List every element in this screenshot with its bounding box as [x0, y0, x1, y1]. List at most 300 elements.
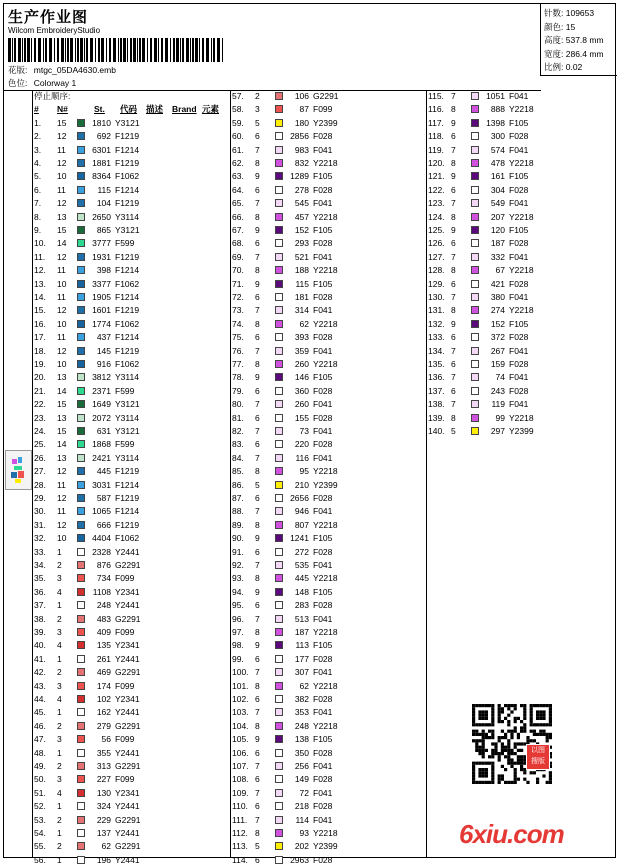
stitch-count: 2650 [92, 211, 111, 222]
stitch-count: 145 [96, 345, 111, 356]
color-swatch [77, 548, 85, 556]
stitch-count: 202 [294, 841, 309, 852]
stitch-count: 692 [96, 131, 111, 142]
thread-row [32, 760, 230, 773]
thread-row [32, 653, 230, 666]
needle-number: 7 [255, 426, 260, 436]
stitch-count: 135 [96, 640, 111, 651]
stitch-count: 159 [490, 359, 505, 369]
needle-number: 12 [57, 466, 67, 477]
row-number: 69. [232, 251, 244, 262]
color-swatch [471, 306, 479, 314]
stitch-count: 2856 [290, 131, 309, 142]
header-code: 代码 [120, 104, 138, 115]
color-swatch [77, 682, 85, 690]
thread-code: Y2399 [509, 426, 534, 436]
thread-row [426, 90, 615, 103]
row-number: 115. [428, 91, 444, 101]
stitch-count: 3812 [92, 372, 111, 383]
needle-number: 7 [255, 787, 260, 798]
color-swatch [275, 440, 283, 448]
stitch-count: 274 [490, 305, 505, 316]
stitch-count: 1065 [92, 506, 111, 517]
color-swatch [77, 440, 85, 448]
thread-code: Y2399 [313, 841, 338, 852]
thread-code: G2291 [115, 667, 141, 678]
thread-row [32, 251, 230, 264]
stitch-count: 2328 [92, 546, 111, 557]
row-number: 131. [428, 305, 445, 316]
thread-row [32, 371, 230, 384]
color-swatch [471, 320, 479, 328]
stitch-count: 1601 [92, 305, 111, 316]
row-number: 50. [34, 774, 46, 785]
row-number: 65. [232, 198, 244, 209]
thread-row [32, 358, 230, 371]
row-number: 97. [232, 627, 244, 637]
color-swatch [77, 320, 85, 328]
needle-number: 7 [255, 814, 260, 825]
stitch-count: 983 [294, 144, 309, 155]
thread-code: F041 [313, 345, 333, 356]
color-swatch [77, 481, 85, 489]
needle-number: 6 [451, 278, 456, 289]
needle-number: 11 [57, 292, 66, 302]
thread-row [426, 345, 615, 358]
stitch-count: 243 [490, 385, 505, 396]
thread-code: F105 [313, 533, 333, 544]
color-swatch [77, 534, 85, 542]
thread-row [426, 251, 615, 264]
stitch-count: 445 [294, 573, 309, 584]
needle-number: 6 [255, 439, 260, 450]
needle-number: 11 [57, 184, 66, 195]
row-number: 77. [232, 359, 244, 369]
row-number: 119. [428, 144, 444, 155]
row-number: 117. [428, 117, 444, 128]
row-number: 108. [232, 774, 249, 785]
needle-number: 12 [57, 251, 67, 262]
color-swatch [77, 722, 85, 730]
thread-code: F041 [313, 613, 333, 624]
thread-code: Y3114 [115, 452, 139, 463]
thread-code: F041 [313, 761, 333, 771]
color-swatch [77, 816, 85, 824]
color-swatch [471, 427, 479, 435]
stitch-count: 115 [295, 278, 309, 289]
color-swatch [275, 574, 283, 582]
color-swatch [471, 414, 479, 422]
thread-code: F599 [115, 238, 135, 249]
row-number: 22. [34, 399, 46, 410]
row-number: 6. [34, 184, 42, 195]
stitch-count: 187 [490, 238, 505, 249]
row-number: 121. [428, 171, 445, 182]
thread-row [32, 586, 230, 599]
stitch-count: 149 [294, 774, 309, 785]
color-swatch [77, 749, 85, 757]
thread-row [426, 412, 615, 425]
stitch-count: 6301 [92, 144, 111, 155]
stitch-count: 666 [96, 519, 111, 530]
color-swatch [77, 306, 85, 314]
needle-number: 10 [57, 359, 67, 369]
row-number: 74. [232, 318, 244, 329]
stitch-count: 138 [294, 734, 309, 745]
color-swatch [471, 387, 479, 395]
color-swatch [77, 159, 85, 167]
row-number: 120. [428, 158, 445, 168]
stitch-count: 359 [294, 345, 309, 356]
thread-row [230, 291, 426, 304]
color-swatch [77, 119, 85, 127]
needle-number: 7 [255, 707, 260, 718]
color-swatch [275, 105, 283, 113]
stitch-count: 876 [96, 560, 111, 570]
needle-number: 8 [255, 680, 260, 691]
needle-number: 9 [451, 225, 456, 235]
header-no: N# [57, 104, 68, 115]
color-swatch [77, 400, 85, 408]
thread-row [32, 693, 230, 706]
needle-number: 7 [451, 399, 456, 410]
stitch-count: 1241 [290, 533, 309, 544]
thread-row [426, 197, 615, 210]
row-number: 96. [232, 613, 244, 624]
thread-code: F1219 [115, 519, 140, 530]
stats-panel [540, 4, 617, 76]
stitch-count: 155 [294, 412, 309, 423]
needle-number: 9 [255, 586, 260, 597]
thread-row [32, 291, 230, 304]
thread-row [32, 519, 230, 532]
stat-label: 高度: [544, 35, 564, 45]
needle-number: 7 [451, 345, 456, 356]
row-number: 14. [34, 292, 46, 302]
stop-sequence-text: 停止顺序: [34, 91, 71, 101]
needle-number: 7 [255, 560, 260, 570]
thread-row [426, 358, 615, 371]
thread-row [230, 666, 426, 679]
thread-row [32, 787, 230, 800]
thread-code: F105 [313, 586, 333, 597]
stitch-count: 535 [294, 560, 309, 570]
thread-row [32, 680, 230, 693]
stat-value: 109653 [563, 8, 595, 18]
color-swatch [275, 481, 283, 489]
color-swatch [275, 186, 283, 194]
stitch-count: 62 [101, 841, 111, 852]
row-number: 42. [34, 667, 46, 678]
thread-code: F1219 [115, 131, 140, 142]
thread-code: Y2218 [509, 211, 534, 222]
color-swatch [77, 574, 85, 582]
needle-number: 14 [57, 385, 67, 396]
row-number: 72. [232, 292, 244, 302]
thread-code: F1214 [115, 332, 140, 343]
row-number: 25. [34, 439, 46, 450]
pattern-line [8, 64, 116, 76]
thread-row [230, 90, 426, 103]
thread-row [32, 827, 230, 840]
thread-row [32, 184, 230, 197]
needle-number: 6 [255, 854, 260, 865]
stitch-count: 73 [299, 426, 309, 436]
needle-number: 8 [255, 265, 260, 276]
thread-row [230, 452, 426, 465]
thread-code: F028 [509, 184, 529, 195]
color-swatch [275, 708, 283, 716]
needle-number: 2 [57, 761, 62, 771]
color-swatch [275, 306, 283, 314]
stitch-count: 865 [96, 225, 111, 235]
thread-row [32, 532, 230, 545]
needle-number: 8 [255, 519, 260, 530]
thread-code: G2291 [115, 841, 141, 852]
thread-row [32, 211, 230, 224]
stitch-count: 631 [96, 426, 111, 436]
thread-row [230, 814, 426, 827]
thread-row [32, 733, 230, 746]
row-number: 127. [428, 251, 445, 262]
color-swatch [471, 253, 479, 261]
thread-code: F028 [313, 292, 333, 302]
thread-row [32, 304, 230, 317]
row-number: 35. [34, 573, 46, 584]
color-swatch [275, 347, 283, 355]
row-number: 16. [34, 318, 46, 329]
stitch-count: 261 [96, 653, 111, 664]
thread-row [230, 800, 426, 813]
thread-code: F099 [115, 680, 135, 691]
thread-row [230, 706, 426, 719]
row-number: 46. [34, 720, 46, 731]
thread-row [230, 144, 426, 157]
row-number: 23. [34, 412, 46, 423]
stitch-count: 130 [96, 787, 111, 798]
stitch-count: 119 [491, 399, 505, 410]
color-swatch [77, 695, 85, 703]
stitch-count: 587 [96, 493, 111, 503]
needle-number: 1 [57, 801, 62, 812]
thread-code: F041 [313, 426, 333, 436]
needle-number: 5 [255, 479, 260, 490]
needle-number: 8 [451, 265, 456, 276]
needle-number: 4 [57, 694, 62, 704]
row-number: 101. [232, 680, 249, 691]
row-number: 31. [34, 519, 46, 530]
stitch-count: 161 [490, 171, 505, 182]
thread-code: F041 [509, 345, 529, 356]
row-number: 47. [34, 734, 46, 745]
sheet-header [4, 4, 541, 91]
needle-number: 8 [451, 158, 456, 168]
needle-number: 6 [255, 184, 260, 195]
color-swatch [77, 280, 85, 288]
thread-row [426, 103, 615, 116]
stitch-count: 95 [299, 466, 309, 477]
color-swatch [77, 615, 85, 623]
stitch-count: 152 [294, 225, 309, 235]
stitch-count: 324 [96, 801, 111, 812]
row-number: 105. [232, 734, 249, 745]
thread-row [230, 840, 426, 853]
needle-number: 6 [255, 653, 260, 664]
color-swatch [275, 266, 283, 274]
row-number: 52. [34, 801, 46, 812]
needle-number: 7 [255, 761, 260, 771]
color-swatch [275, 775, 283, 783]
thread-code: Y2218 [313, 318, 338, 329]
thread-row [230, 371, 426, 384]
thread-row [32, 237, 230, 250]
stitch-count: 162 [96, 707, 111, 718]
thread-code: F041 [313, 707, 333, 718]
stitch-count: 67 [495, 265, 505, 276]
colorway-label: 色位: [8, 78, 28, 88]
needle-number: 6 [255, 747, 260, 758]
thread-row [426, 184, 615, 197]
thread-code: Y2218 [313, 519, 338, 530]
needle-number: 2 [57, 667, 62, 678]
thread-code: F028 [313, 854, 333, 865]
stitch-count: 1051 [486, 91, 505, 101]
thread-code: G2291 [115, 814, 141, 825]
color-swatch [275, 561, 283, 569]
needle-number: 8 [255, 158, 260, 168]
stitch-count: 350 [294, 747, 309, 758]
color-swatch [275, 749, 283, 757]
thread-code: Y3114 [115, 412, 139, 423]
stitch-count: 220 [294, 439, 309, 450]
needle-number: 12 [57, 131, 67, 142]
row-number: 98. [232, 640, 244, 651]
stitch-count: 187 [294, 627, 309, 637]
stitch-count: 2963 [290, 854, 309, 865]
thread-code: F041 [509, 399, 529, 410]
needle-number: 13 [57, 372, 67, 383]
thread-row [32, 398, 230, 411]
color-swatch [275, 816, 283, 824]
thread-code: F1062 [115, 318, 140, 329]
stitch-count: 146 [294, 372, 309, 383]
stitch-count: 478 [490, 158, 505, 168]
thread-row [32, 706, 230, 719]
thread-row [426, 318, 615, 331]
thread-row [426, 117, 615, 130]
row-number: 95. [232, 600, 244, 611]
thread-row [230, 117, 426, 130]
needle-number: 6 [255, 332, 260, 343]
thread-code: Y2441 [115, 653, 140, 664]
row-number: 28. [34, 479, 46, 490]
thread-row [32, 117, 230, 130]
row-number: 1. [34, 117, 42, 128]
thread-column-2 [230, 90, 427, 865]
thread-row [230, 331, 426, 344]
thread-code: F599 [115, 385, 135, 396]
color-swatch [471, 280, 479, 288]
color-swatch [275, 668, 283, 676]
needle-number: 9 [255, 533, 260, 544]
thread-code: Y2218 [313, 680, 338, 691]
needle-number: 2 [57, 560, 62, 570]
stitch-count: 297 [490, 426, 505, 436]
thread-code: F1062 [115, 359, 140, 369]
row-number: 123. [428, 198, 445, 209]
color-swatch [77, 507, 85, 515]
thread-row [230, 412, 426, 425]
needle-number: 5 [255, 117, 260, 128]
needle-number: 1 [57, 546, 62, 557]
thread-code: F041 [313, 667, 333, 678]
needle-number: 11 [57, 479, 66, 490]
thread-code: F041 [509, 292, 529, 302]
needle-number: 5 [451, 426, 456, 436]
thread-row [32, 613, 230, 626]
row-number: 90. [232, 533, 244, 544]
header-num: # [34, 104, 39, 115]
thread-row [230, 693, 426, 706]
stitch-count: 807 [294, 519, 309, 530]
thread-row [230, 465, 426, 478]
stitch-count: 549 [490, 198, 505, 209]
color-swatch [77, 213, 85, 221]
stitch-count: 513 [294, 613, 309, 624]
color-swatch [77, 775, 85, 783]
stitch-count: 181 [294, 292, 309, 302]
thread-row [32, 425, 230, 438]
stitch-count: 152 [490, 318, 505, 329]
stitch-count: 87 [299, 104, 309, 115]
color-swatch [77, 266, 85, 274]
thread-code: Y2218 [509, 305, 534, 316]
row-number: 116. [428, 104, 444, 115]
stat-label: 宽度: [544, 48, 564, 59]
row-number: 60. [232, 131, 244, 142]
thread-code: F1219 [115, 305, 140, 316]
stat-label: 颜色: [544, 21, 564, 32]
color-swatch [471, 239, 479, 247]
thread-row [230, 559, 426, 572]
thread-code: Y2218 [313, 265, 338, 276]
thread-row [32, 814, 230, 827]
thread-code: F1214 [115, 265, 140, 276]
stitch-count: 2371 [92, 385, 111, 396]
thread-row [230, 747, 426, 760]
row-number: 114. [232, 854, 248, 865]
color-swatch [275, 320, 283, 328]
thread-code: F041 [313, 560, 333, 570]
color-swatch [77, 668, 85, 676]
thread-row [32, 264, 230, 277]
thread-row [230, 264, 426, 277]
thread-code: F1214 [115, 144, 140, 155]
thread-code: F041 [313, 144, 333, 155]
color-swatch [275, 159, 283, 167]
stitch-count: 278 [294, 184, 309, 195]
needle-number: 9 [255, 372, 260, 383]
stitch-count: 3777 [92, 238, 111, 249]
thread-code: F028 [509, 131, 529, 142]
row-number: 57. [232, 91, 244, 101]
stitch-count: 437 [96, 332, 111, 343]
thread-code: F1214 [115, 292, 140, 302]
row-number: 58. [232, 104, 244, 115]
thread-row [230, 505, 426, 518]
stitch-count: 283 [294, 600, 309, 611]
thread-code: G2291 [115, 761, 141, 771]
